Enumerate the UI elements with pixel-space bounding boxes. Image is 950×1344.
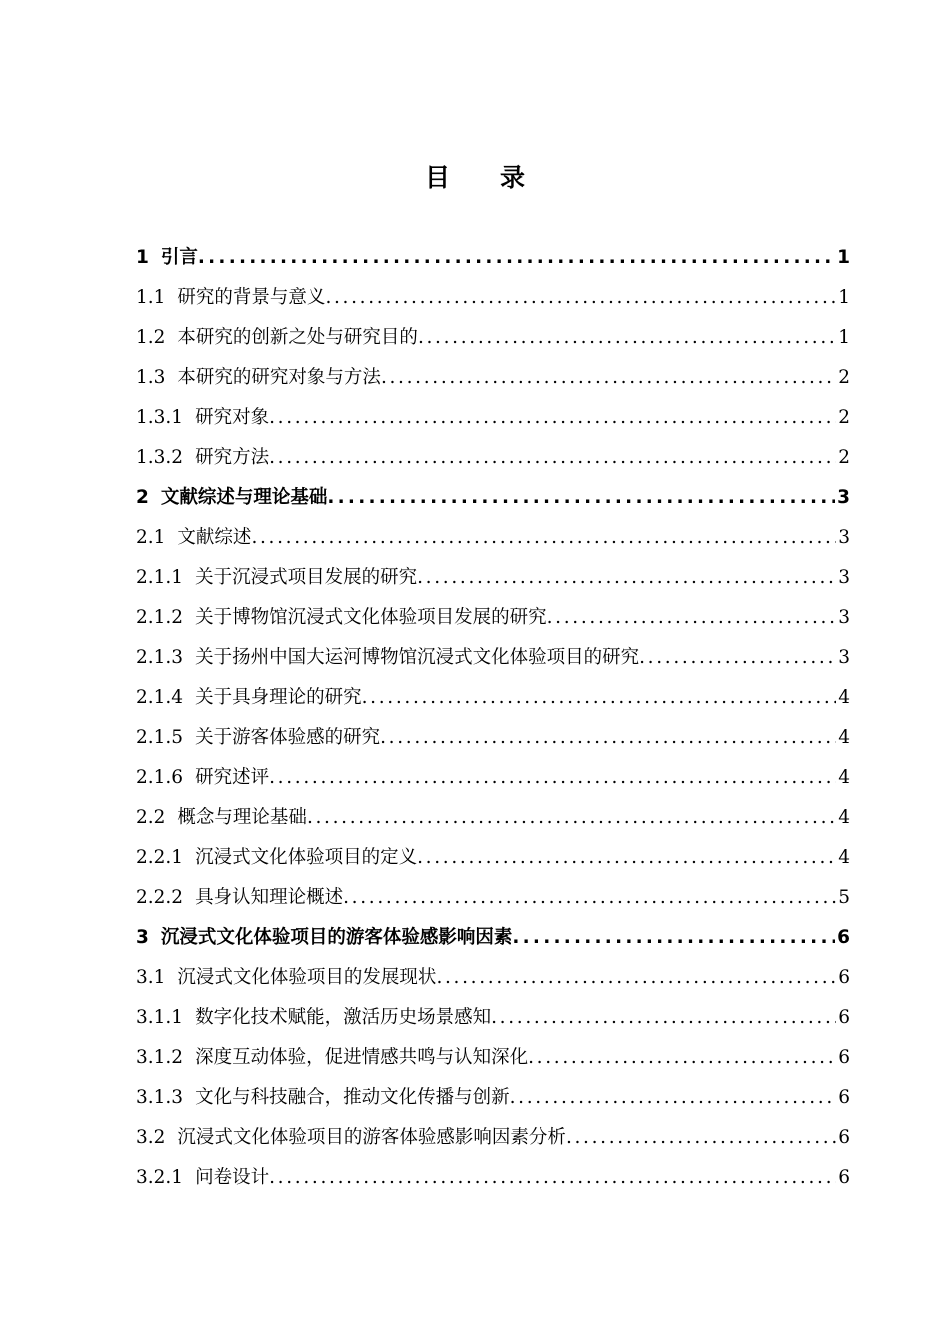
toc-entry[interactable]: [136, 838, 850, 878]
toc-entry-page-number: 4: [838, 727, 850, 748]
toc-entry-label: 文献综述与理论基础: [160, 487, 328, 508]
toc-entry-number: 1.1: [136, 287, 166, 308]
toc-entry-label: 关于沉浸式项目发展的研究: [195, 567, 418, 588]
toc-dot-leader: [417, 558, 836, 598]
toc-entry-number: 3: [136, 927, 149, 948]
toc-entry-page-number: 6: [838, 1167, 850, 1188]
toc-entry[interactable]: [136, 718, 850, 758]
toc-entry[interactable]: [136, 278, 850, 318]
toc-entry-page-number: 3: [838, 527, 850, 548]
toc-entry-number: 3.1.2: [136, 1047, 184, 1068]
toc-entry[interactable]: [136, 438, 850, 478]
table-of-contents: [136, 238, 850, 1198]
toc-entry-label: 关于游客体验感的研究: [195, 727, 381, 748]
toc-entry[interactable]: [136, 1038, 850, 1078]
toc-entry[interactable]: [136, 678, 850, 718]
toc-dot-leader: [491, 998, 836, 1038]
toc-entry[interactable]: [136, 1158, 850, 1198]
toc-entry-label: 沉浸式文化体验项目的游客体验感影响因素分析: [177, 1127, 566, 1148]
toc-entry[interactable]: [136, 878, 850, 918]
toc-entry-page-number: 4: [838, 767, 850, 788]
toc-entry-number: 2.1.2: [136, 607, 184, 628]
toc-dot-leader: [381, 358, 836, 398]
toc-entry[interactable]: [136, 478, 850, 518]
toc-entry[interactable]: [136, 398, 850, 438]
toc-entry[interactable]: [136, 958, 850, 998]
toc-dot-leader: [307, 798, 836, 838]
toc-entry-page-number: 2: [838, 407, 850, 428]
toc-dot-leader: [528, 1038, 836, 1078]
toc-entry-label: 关于博物馆沉浸式文化体验项目发展的研究: [195, 607, 547, 628]
toc-entry-page-number: 3: [838, 647, 850, 668]
toc-dot-leader: [510, 1078, 836, 1118]
toc-entry-label: 本研究的研究对象与方法: [177, 367, 381, 388]
toc-entry-label: 具身认知理论概述: [195, 887, 344, 908]
toc-dot-leader: [417, 838, 836, 878]
toc-dot-leader: [362, 678, 836, 718]
toc-entry-label: 引言: [160, 247, 198, 268]
toc-entry-number: 1.3: [136, 367, 166, 388]
toc-entry-label: 关于具身理论的研究: [195, 687, 362, 708]
toc-dot-leader: [251, 518, 836, 558]
toc-entry-number: 1.2: [136, 327, 166, 348]
toc-dot-leader: [198, 238, 835, 278]
toc-entry-page-number: 6: [837, 927, 850, 948]
toc-entry-number: 2.1.3: [136, 647, 184, 668]
toc-entry-page-number: 3: [838, 567, 850, 588]
toc-entry[interactable]: [136, 598, 850, 638]
toc-entry[interactable]: [136, 638, 850, 678]
toc-entry[interactable]: [136, 518, 850, 558]
page-title-char: 目: [424, 163, 450, 192]
toc-entry-page-number: 1: [838, 287, 850, 308]
toc-entry-label: 研究对象: [195, 407, 270, 428]
toc-dot-leader: [436, 958, 836, 998]
toc-dot-leader: [380, 718, 836, 758]
toc-entry-number: 2.1: [136, 527, 166, 548]
toc-dot-leader: [343, 878, 836, 918]
toc-entry-page-number: 1: [838, 327, 850, 348]
toc-entry-page-number: 2: [838, 447, 850, 468]
toc-entry-page-number: 4: [838, 807, 850, 828]
toc-entry[interactable]: [136, 318, 850, 358]
toc-entry-page-number: 4: [838, 847, 850, 868]
toc-entry-label: 沉浸式文化体验项目的定义: [195, 847, 418, 868]
toc-entry-number: 3.1.1: [136, 1007, 184, 1028]
toc-dot-leader: [327, 478, 835, 518]
toc-dot-leader: [269, 758, 836, 798]
toc-entry-page-number: 5: [838, 887, 850, 908]
toc-entry[interactable]: [136, 558, 850, 598]
toc-entry-label: 沉浸式文化体验项目的游客体验感影响因素: [160, 927, 513, 948]
toc-dot-leader: [639, 638, 836, 678]
toc-entry-page-number: 3: [838, 607, 850, 628]
toc-entry-number: 2.2.1: [136, 847, 184, 868]
toc-entry-page-number: 6: [838, 967, 850, 988]
toc-entry[interactable]: [136, 238, 850, 278]
toc-entry[interactable]: [136, 1118, 850, 1158]
toc-entry-page-number: 6: [838, 1087, 850, 1108]
toc-entry-label: 研究的背景与意义: [177, 287, 326, 308]
toc-entry-number: 1.3.2: [136, 447, 184, 468]
toc-dot-leader: [418, 318, 836, 358]
toc-entry-number: 3.2: [136, 1127, 166, 1148]
toc-entry-page-number: 6: [838, 1127, 850, 1148]
toc-entry-number: 1: [136, 247, 149, 268]
toc-entry-number: 3.1.3: [136, 1087, 184, 1108]
toc-entry-label: 研究方法: [195, 447, 270, 468]
toc-entry-label: 研究述评: [195, 767, 270, 788]
toc-entry-label: 关于扬州中国大运河博物馆沉浸式文化体验项目的研究: [195, 647, 640, 668]
toc-entry-number: 3.2.1: [136, 1167, 184, 1188]
toc-entry-number: 2.1.6: [136, 767, 184, 788]
toc-entry[interactable]: [136, 998, 850, 1038]
toc-entry-label: 问卷设计: [195, 1167, 270, 1188]
toc-entry-page-number: 3: [837, 487, 850, 508]
toc-dot-leader: [547, 598, 836, 638]
toc-entry-page-number: 4: [838, 687, 850, 708]
toc-dot-leader: [325, 278, 836, 318]
toc-dot-leader: [566, 1118, 836, 1158]
toc-entry[interactable]: [136, 918, 850, 958]
toc-dot-leader: [512, 918, 835, 958]
toc-entry-page-number: 6: [838, 1007, 850, 1028]
toc-entry[interactable]: [136, 798, 850, 838]
toc-entry-label: 文化与科技融合，推动文化传播与创新: [195, 1087, 510, 1108]
toc-entry-label: 沉浸式文化体验项目的发展现状: [177, 967, 437, 988]
toc-entry-label: 文献综述: [177, 527, 252, 548]
page-title-char: 录: [500, 163, 526, 192]
toc-entry-label: 本研究的创新之处与研究目的: [177, 327, 418, 348]
toc-dot-leader: [269, 398, 836, 438]
toc-entry-label: 数字化技术赋能，激活历史场景感知: [195, 1007, 492, 1028]
toc-entry[interactable]: [136, 1078, 850, 1118]
toc-entry-number: 3.1: [136, 967, 166, 988]
toc-entry-number: 2.2.2: [136, 887, 184, 908]
toc-entry-number: 2.1.1: [136, 567, 184, 588]
toc-entry-number: 1.3.1: [136, 407, 184, 428]
toc-entry-page-number: 2: [838, 367, 850, 388]
toc-entry-number: 2.2: [136, 807, 166, 828]
toc-entry-label: 概念与理论基础: [177, 807, 307, 828]
toc-entry-label: 深度互动体验，促进情感共鸣与认知深化: [195, 1047, 529, 1068]
toc-entry[interactable]: [136, 358, 850, 398]
toc-entry-number: 2.1.5: [136, 727, 184, 748]
toc-entry[interactable]: [136, 758, 850, 798]
toc-dot-leader: [269, 1158, 836, 1198]
toc-entry-number: 2: [136, 487, 149, 508]
page-title: [0, 158, 950, 198]
toc-entry-page-number: 6: [838, 1047, 850, 1068]
toc-entry-page-number: 1: [837, 247, 850, 268]
toc-entry-number: 2.1.4: [136, 687, 184, 708]
toc-dot-leader: [269, 438, 836, 478]
